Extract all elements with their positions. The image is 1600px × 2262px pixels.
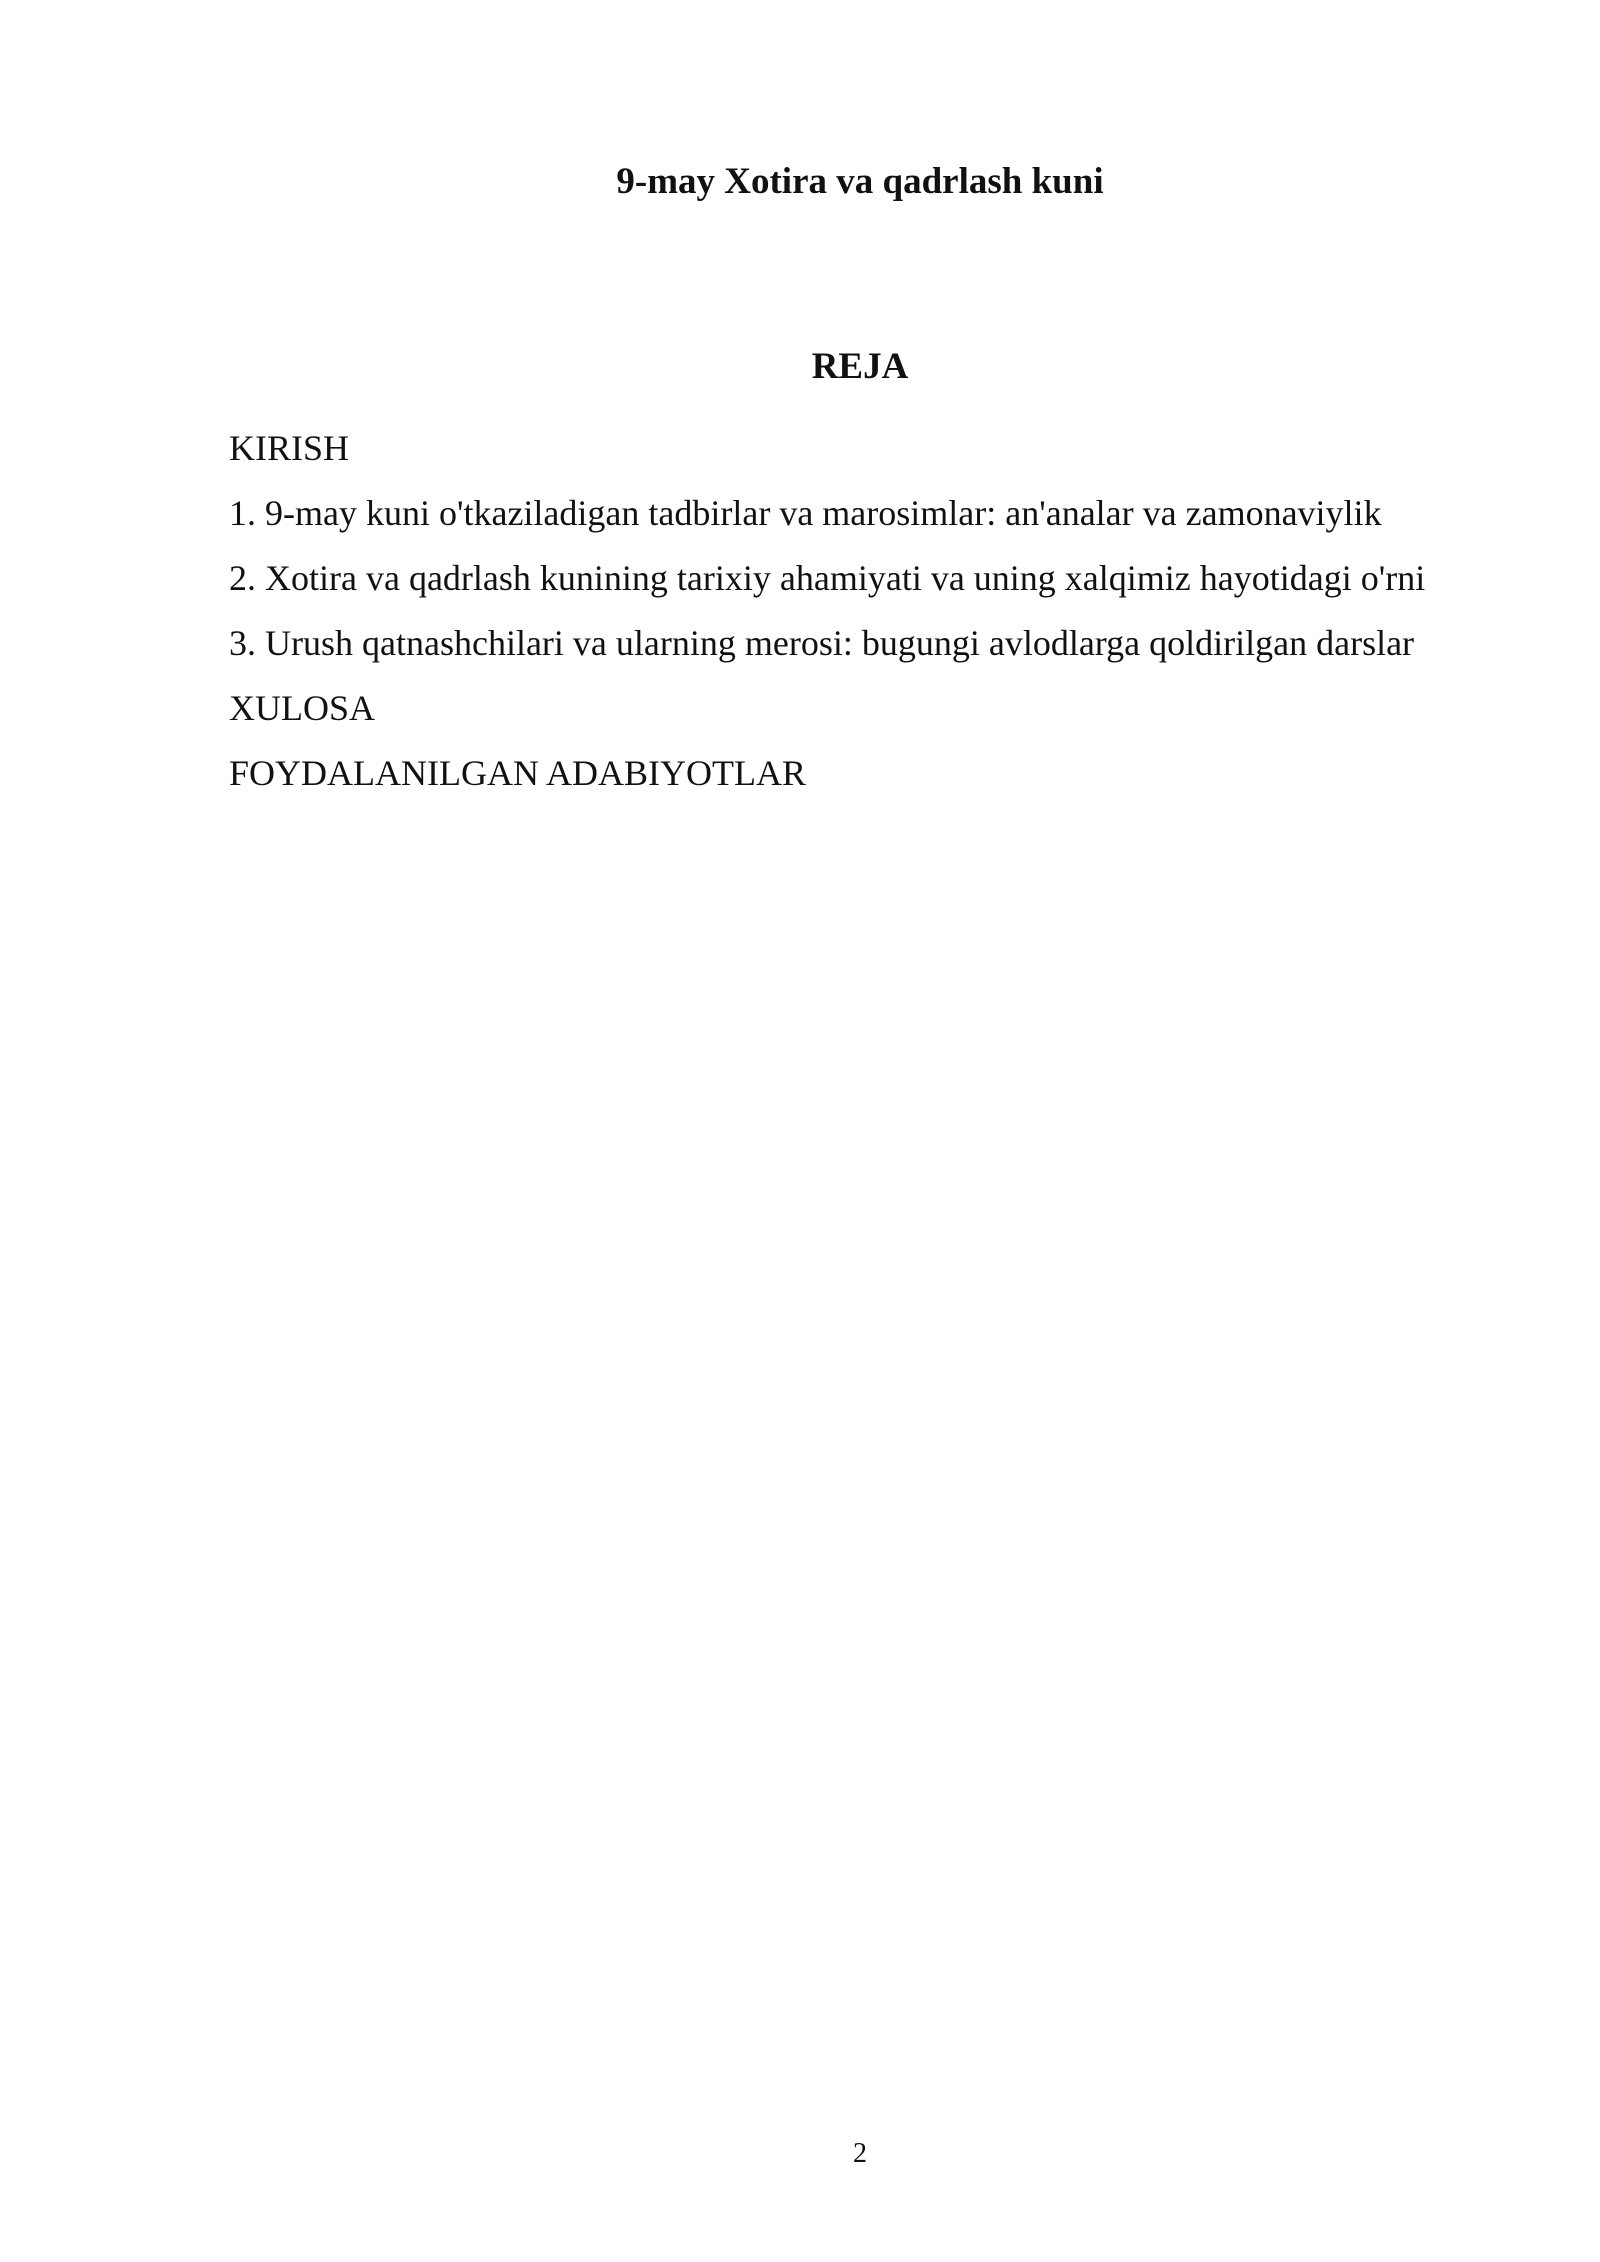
plan-item-1: 1. 9-may kuni o'tkaziladigan tadbirlar va marosimlar: an'analar va zamonaviylik: [229, 493, 1382, 533]
plan-heading: REJA: [811, 346, 909, 387]
plan-item-introduction: KIRISH: [229, 428, 350, 468]
page-number: 2: [853, 2138, 867, 2169]
plan-item-2: 2. Xotira va qadrlash kunining tarixiy ahamiyati va uning xalqimiz hayotidagi o'rni: [229, 558, 1426, 598]
plan-list: [229, 416, 1529, 806]
plan-item-3: 3. Urush qatnashchilari va ularning merosi: bugungi avlodlarga qoldirilgan darslar: [229, 623, 1415, 663]
document-title: 9-may Xotira va qadrlash kuni: [616, 161, 1104, 202]
plan-item-conclusion: XULOSA: [229, 688, 376, 728]
plan-item-references: FOYDALANILGAN ADABIYOTLAR: [229, 753, 806, 793]
